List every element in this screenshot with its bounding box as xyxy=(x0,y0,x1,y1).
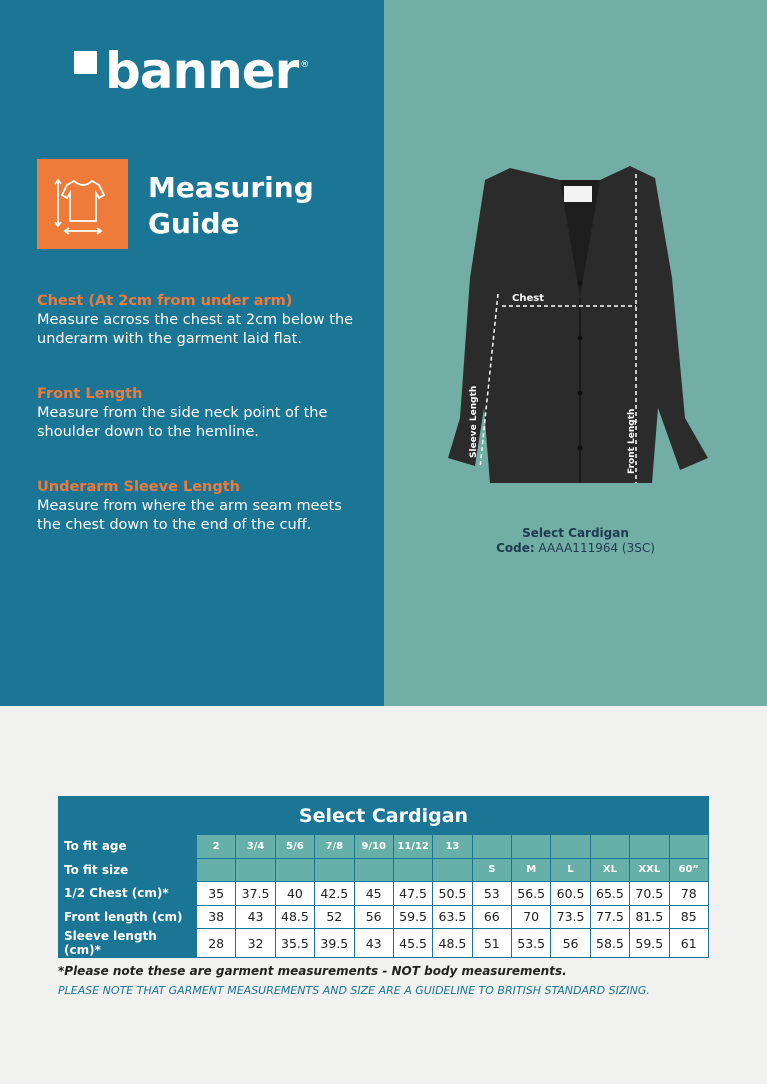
table-cell: 81.5 xyxy=(630,905,669,929)
table-cell: M xyxy=(512,858,551,882)
table-cell: 35 xyxy=(197,882,236,906)
table-cell xyxy=(669,835,709,859)
table-cell xyxy=(433,858,472,882)
section-text: Measure from the side neck point of the shoulder down to the hemline. xyxy=(37,405,328,440)
row-label: Front length (cm) xyxy=(59,905,197,929)
table-cell: 60.5 xyxy=(551,882,590,906)
table-row xyxy=(59,905,709,929)
row-label: Sleeve length (cm)* xyxy=(59,929,197,958)
table-cell: 56 xyxy=(551,929,590,958)
product-name: Select Cardigan xyxy=(522,526,629,540)
table-cell: 48.5 xyxy=(433,929,472,958)
table-cell: 48.5 xyxy=(275,905,314,929)
table-cell: 5/6 xyxy=(275,835,314,859)
table-cell: 73.5 xyxy=(551,905,590,929)
row-label: 1/2 Chest (cm)* xyxy=(59,882,197,906)
section-heading: Front Length xyxy=(37,386,143,402)
table-cell: 2 xyxy=(197,835,236,859)
table-cell: 3/4 xyxy=(236,835,275,859)
table-row xyxy=(59,929,709,958)
product-caption xyxy=(384,526,767,556)
table-cell: 45 xyxy=(354,882,393,906)
table-cell xyxy=(512,835,551,859)
row-label: To fit age xyxy=(59,835,197,859)
cardigan-image xyxy=(440,158,720,502)
row-label: To fit size xyxy=(59,858,197,882)
table-cell: 59.5 xyxy=(393,905,432,929)
table-cell: S xyxy=(472,858,511,882)
code-value: AAAA111964 (3SC) xyxy=(538,541,655,555)
table-cell: 53.5 xyxy=(512,929,551,958)
chest-label: Chest xyxy=(512,293,544,304)
table-cell: 9/10 xyxy=(354,835,393,859)
size-chart xyxy=(58,834,709,958)
table-cell: 60” xyxy=(669,858,709,882)
table-cell: 63.5 xyxy=(433,905,472,929)
table-cell: XXL xyxy=(630,858,669,882)
logo-square xyxy=(74,51,97,74)
front-length-label: Front Length xyxy=(627,408,637,474)
note-guideline: PLEASE NOTE THAT GARMENT MEASUREMENTS AND SIZE ARE A GUIDELINE TO BRITISH STANDARD SIZING. xyxy=(58,984,650,997)
table-cell xyxy=(630,835,669,859)
table-cell xyxy=(590,835,629,859)
note-garment: *Please note these are garment measurements - NOT body measurements. xyxy=(58,964,567,978)
table-cell xyxy=(354,858,393,882)
table-cell: 28 xyxy=(197,929,236,958)
product-code xyxy=(384,541,767,556)
code-label: Code: xyxy=(496,541,535,555)
guide-title xyxy=(148,170,314,242)
table-cell: 70.5 xyxy=(630,882,669,906)
logo-registered: ® xyxy=(300,60,310,70)
table-cell xyxy=(236,858,275,882)
table-cell: 42.5 xyxy=(315,882,354,906)
table-cell: 50.5 xyxy=(433,882,472,906)
table-row xyxy=(59,882,709,906)
section-heading: Underarm Sleeve Length xyxy=(37,479,240,495)
table-cell xyxy=(315,858,354,882)
table-cell: 13 xyxy=(433,835,472,859)
table-cell: 85 xyxy=(669,905,709,929)
table-cell xyxy=(393,858,432,882)
title-line-1: Measuring xyxy=(148,171,314,204)
table-cell: 47.5 xyxy=(393,882,432,906)
table-cell: 35.5 xyxy=(275,929,314,958)
logo-text: banner xyxy=(105,42,299,100)
table-cell: 59.5 xyxy=(630,929,669,958)
tshirt-measure-icon xyxy=(37,159,128,249)
section-text: Measure across the chest at 2cm below the underarm with the garment laid flat. xyxy=(37,312,354,347)
table-cell xyxy=(472,835,511,859)
section-front-length xyxy=(37,385,357,442)
table-cell: 58.5 xyxy=(590,929,629,958)
table-cell: XL xyxy=(590,858,629,882)
table-cell: 38 xyxy=(197,905,236,929)
table-cell: 65.5 xyxy=(590,882,629,906)
table-cell: 66 xyxy=(472,905,511,929)
table-cell: 56.5 xyxy=(512,882,551,906)
table-row xyxy=(59,858,709,882)
table-cell: 43 xyxy=(236,905,275,929)
title-line-2: Guide xyxy=(148,207,240,240)
table-cell: 56 xyxy=(354,905,393,929)
table-cell: 32 xyxy=(236,929,275,958)
left-panel xyxy=(0,0,384,706)
section-text: Measure from where the arm seam meets the chest down to the end of the cuff. xyxy=(37,498,342,533)
section-heading: Chest (At 2cm from under arm) xyxy=(37,293,293,309)
table-cell: 70 xyxy=(512,905,551,929)
table-cell: 53 xyxy=(472,882,511,906)
table-cell: 43 xyxy=(354,929,393,958)
table-title: Select Cardigan xyxy=(58,796,709,834)
table-cell xyxy=(275,858,314,882)
table-cell: 39.5 xyxy=(315,929,354,958)
table-cell xyxy=(551,835,590,859)
size-table xyxy=(58,796,709,958)
table-cell: 37.5 xyxy=(236,882,275,906)
table-cell: 40 xyxy=(275,882,314,906)
banner-logo xyxy=(74,42,310,100)
section-sleeve-length xyxy=(37,478,357,535)
table-cell: 11/12 xyxy=(393,835,432,859)
table-cell: 77.5 xyxy=(590,905,629,929)
table-row xyxy=(59,835,709,859)
table-cell: L xyxy=(551,858,590,882)
table-cell: 52 xyxy=(315,905,354,929)
table-cell: 51 xyxy=(472,929,511,958)
table-cell: 45.5 xyxy=(393,929,432,958)
sleeve-length-label: Sleeve Length xyxy=(469,385,479,458)
table-cell: 78 xyxy=(669,882,709,906)
table-cell: 61 xyxy=(669,929,709,958)
table-cell xyxy=(197,858,236,882)
table-cell: 7/8 xyxy=(315,835,354,859)
section-chest xyxy=(37,292,357,349)
